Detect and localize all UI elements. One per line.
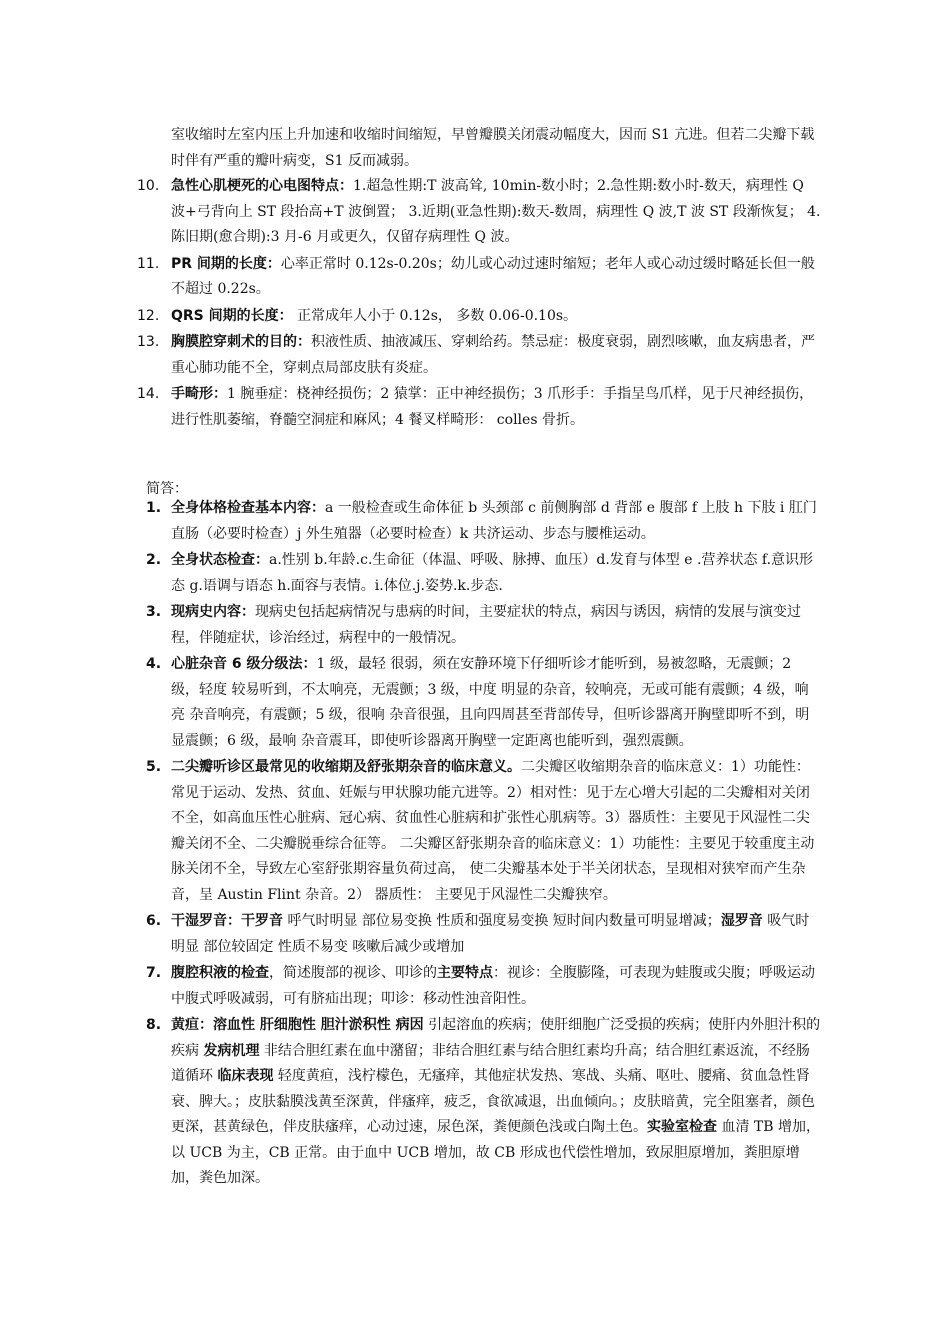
continuation-paragraph xyxy=(0,123,950,174)
item-bold-term: 全身状态检查： xyxy=(171,552,269,568)
short-answer-item xyxy=(0,961,950,1012)
item-text: 1 腕垂症：桡神经损伤；2 猿掌：正中神经损伤；3 爪形手：手指呈鸟爪样，见于尺神经损伤，进行性肌萎缩，脊髓空洞症和麻风；4 餐叉样畸形： colles 骨折。 xyxy=(171,386,814,428)
item-number: 12. xyxy=(137,307,160,324)
item-number: 11. xyxy=(137,255,160,272)
item-number: 5. xyxy=(146,759,162,775)
item-bold-term: 全身体格检查基本内容： xyxy=(171,500,325,516)
definition-item xyxy=(0,252,950,303)
short-answer-list xyxy=(0,496,950,1193)
continuation-block xyxy=(0,123,950,175)
item-title: 胸膜腔穿刺术的目的： xyxy=(171,334,311,350)
short-answer-item xyxy=(0,1013,950,1192)
item-text: 1 级，最轻 很弱，须在安静环境下仔细听诊才能听到，易被忽略，无震颤；2 级，轻度 较易听到，不太响亮，无震颤；3 级，中度 明显的杂音，较响亮，无或可能有震颤；4 级，响亮 杂音响亮，有震颤；5 级，很响 杂音很强，且向四周甚至背部传导，但听诊器离开胸壁即听不到，明显震颤；6 级，最响 杂音震耳，即使听诊器离开胸壁一定距离也能听到，强烈震颤。 xyxy=(171,656,810,749)
item-text: 呼气时明显 部位易变换 性质和强度易变换 短时间内数量可明显增减； xyxy=(283,913,721,929)
item-number: 2. xyxy=(146,552,162,568)
item-text: 轻度黄疸，浅柠檬色，无瘙痒，其他症状发热、寒战、头痛、呕吐、腰痛、贫血急性肾衰、脾大。；皮肤黏膜浅黄至深黄，伴瘙痒，疲乏，食欲减退，出血倾向。；皮肤暗黄，完全阻塞者，颜色更深，甚黄绿色，伴皮肤瘙痒，心动过速，尿色深，粪便颜色浅或白陶土色。 xyxy=(171,1068,815,1135)
definition-item xyxy=(0,304,950,330)
short-answer-item xyxy=(0,600,950,651)
item-title: PR 间期的长度： xyxy=(171,255,281,272)
short-answer-item xyxy=(0,548,950,599)
short-answer-item xyxy=(0,496,950,547)
item-number: 3. xyxy=(146,604,162,620)
short-answer-item xyxy=(0,755,950,908)
item-bold-term: 干湿罗音：干罗音 xyxy=(171,913,283,929)
item-text: 正常成年人小于 0.12s， 多数 0.06-0.10s。 xyxy=(292,307,578,324)
definition-item xyxy=(0,174,950,251)
item-bold-term: 临床表现 xyxy=(217,1068,274,1084)
item-bold-term: 主要特点 xyxy=(437,965,493,981)
item-bold-term: 现病史内容： xyxy=(171,604,255,620)
item-text: ：视诊：全腹膨隆，可表现为蛙腹或尖腹；呼吸运动中腹式呼吸减弱，可有脐疝出现；叩诊：移动性浊音阳性。 xyxy=(171,965,815,1007)
item-text: ，简述腹部的视诊、叩诊的 xyxy=(269,965,437,981)
item-text: 现病史包括起病情况与患病的时间，主要症状的特点，病因与诱因，病情的发展与演变过程，伴随症状，诊治经过，病程中的一般情况。 xyxy=(171,604,801,646)
item-number: 7. xyxy=(146,965,162,981)
item-bold-term: 腹腔积液的检查 xyxy=(171,965,269,981)
item-text: 心率正常时 0.12s-0.20s；幼儿或心动过速时缩短；老年人或心动过缓时略延长但一般不超过 0.22s。 xyxy=(171,255,815,297)
item-bold-term: 黄疸：溶血性 肝细胞性 胆汁淤积性 病因 xyxy=(171,1017,424,1033)
item-number: 1. xyxy=(146,500,162,516)
item-text: 引起溶血的疾病；使肝细胞广泛受损的疾病；使肝内外胆汁积的疾病 xyxy=(171,1017,821,1059)
item-text: 非结合胆红素在血中潴留；非结合胆红素与结合胆红素均升高；结合胆红素返流，不经肠道循环 xyxy=(171,1042,810,1084)
item-title: QRS 间期的长度： xyxy=(171,307,293,324)
item-number: 4. xyxy=(146,656,162,672)
item-bold-term: 心脏杂音 6 级分级法： xyxy=(171,656,317,672)
item-bold-term: 实验室检查 xyxy=(647,1119,717,1135)
item-text: 1.超急性期:T 波高耸, 10min-数小时；2.急性期:数小时-数天，病理性 Q 波+弓背向上 ST 段抬高+T 波倒置； 3.近期(亚急性期):数天-数周，病理性 Q 波,T 波 ST 段渐恢复； 4.陈旧期(愈合期):3 月-6 月或更久，仅留存病理性 Q 波。 xyxy=(171,178,821,245)
item-text: 二尖瓣区收缩期杂音的临床意义：1）功能性：常见于运动、发热、贫血、妊娠与甲状腺功能亢进等。2）相对性：见于左心增大引起的二尖瓣相对关闭不全，如高血压性心脏病、冠心病、贫血性心脏病和扩张性心肌病等。3）器质性：主要见于风湿性二尖瓣关闭不全、二尖瓣脱垂综合征等。 二尖瓣区舒张期杂音的临床意义：1）功能性：主要见于较重度主动脉关闭不全，导致左心室舒张期容量负荷过高， 使二尖瓣基本处于半关闭状态，呈现相对狭窄而产生杂音，呈 Austin Flint 杂音。2） 器质性： 主要见于风湿性二尖瓣狭窄。 xyxy=(171,759,815,903)
item-text: 血清 TB 增加，以 UCB 为主，CB 正常。由于血中 UCB 增加，故 CB 形成也代偿性增加，致尿胆原增加，粪胆原增加，粪色加深。 xyxy=(171,1119,820,1186)
item-text: 积液性质、抽液减压、穿刺给药。禁忌症：极度衰弱，剧烈咳嗽，血友病患者，严重心肺功能不全，穿刺点局部皮肤有炎症。 xyxy=(171,334,815,376)
item-bold-term: 发病机理 xyxy=(203,1042,260,1059)
item-text: a 一般检查或生命体征 b 头颈部 c 前侧胸部 d 背部 e 腹部 f 上肢 h 下肢 i 肛门直肠（必要时检查）j 外生殖器（必要时检查）k 共济运动、步态与腰椎运动。 xyxy=(171,500,817,542)
short-answer-item xyxy=(0,909,950,960)
definition-item xyxy=(0,382,950,433)
item-title: 手畸形： xyxy=(171,386,227,402)
continuation-text: 室收缩时左室内压上升加速和收缩时间缩短，早曾瓣膜关闭震动幅度大，因而 S1 亢进。但若二尖瓣下载时伴有严重的瓣叶病变，S1 反而减弱。 xyxy=(171,127,815,169)
short-answer-item xyxy=(0,652,950,754)
item-number: 14. xyxy=(137,386,160,402)
item-text: a.性别 b.年龄.c.生命征（体温、呼吸、脉搏、血压）d.发育与体型 e .营养状态 f.意识形态 g.语调与语态 h.面容与表情。i.体位.j.姿势.k.步态. xyxy=(171,552,814,594)
section-heading: 简答： xyxy=(146,481,188,497)
item-number: 8. xyxy=(146,1017,162,1033)
definition-item xyxy=(0,330,950,381)
item-number: 6. xyxy=(146,913,162,929)
definitions-list xyxy=(0,174,950,434)
item-text: 吸气时明显 部位较固定 性质不易变 咳嗽后减少或增加 xyxy=(171,913,810,955)
item-number: 13. xyxy=(137,334,160,350)
item-bold-term: 二尖瓣听诊区最常见的收缩期及舒张期杂音的临床意义。 xyxy=(171,759,521,775)
item-bold-term: 湿罗音 xyxy=(720,913,763,929)
item-number: 10. xyxy=(137,178,160,194)
item-title: 急性心肌梗死的心电图特点： xyxy=(171,178,353,194)
